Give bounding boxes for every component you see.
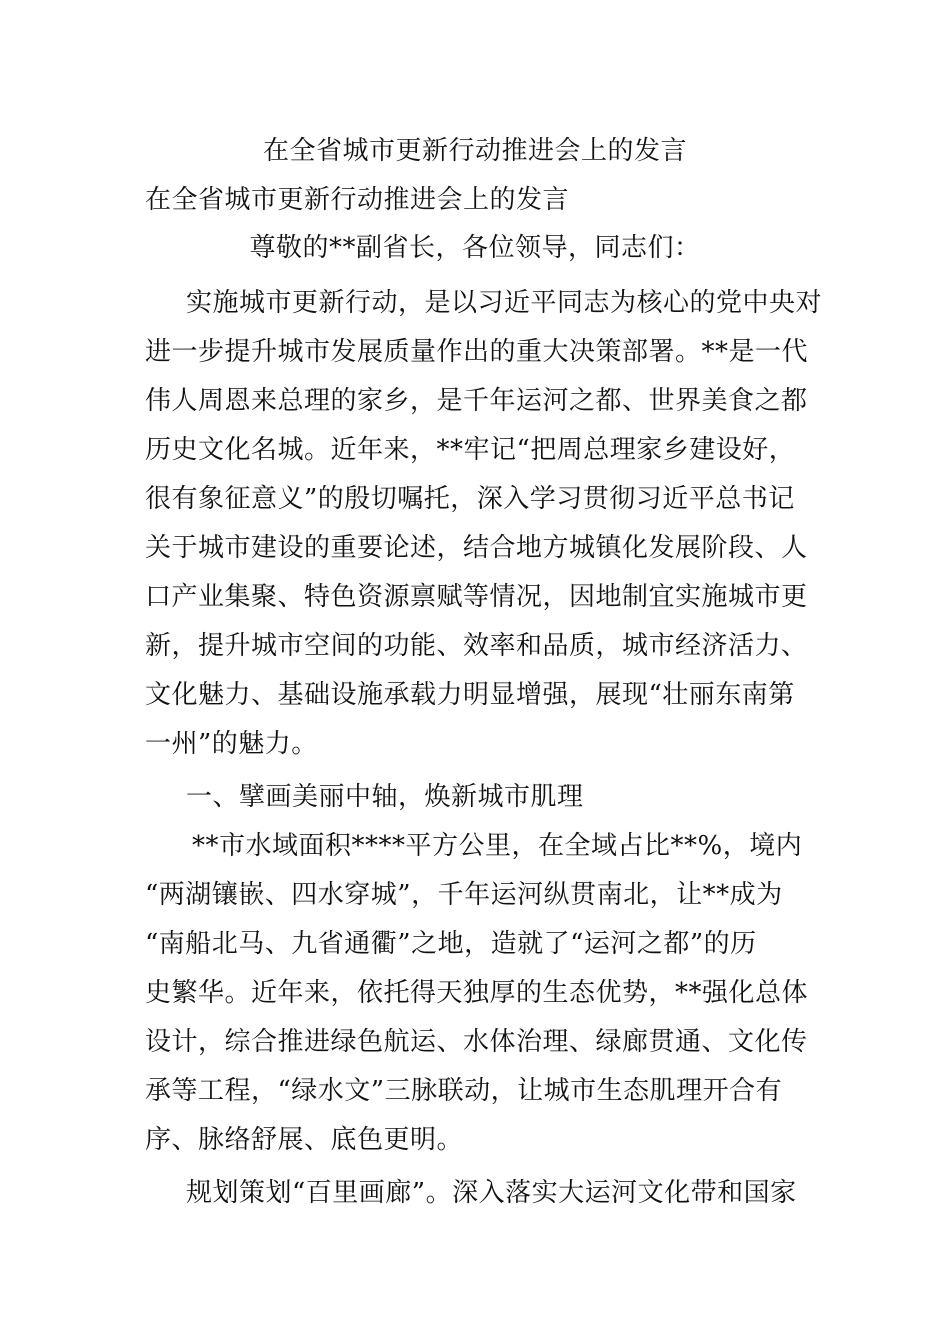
body-line: 关于城市建设的重要论述，结合地方城镇化发展阶段、人 [145,533,808,563]
body-line: 实施城市更新行动，是以习近平同志为核心的党中央对 [186,288,823,318]
document-subtitle: 在全省城市更新行动推进会上的发言 [145,185,570,215]
body-line: **市水域面积****平方公里，在全域占比**%，境内 [192,831,803,861]
body-line: 口产业集聚、特色资源禀赋等情况，因地制宜实施城市更 [145,582,808,612]
body-line: 设计，综合推进绿色航运、水体治理、绿廊贯通、文化传 [145,1027,808,1057]
body-line: 序、脉络舒展、底色更明。 [145,1125,464,1155]
body-line: 文化魅力、基础设施承载力明显增强，展现“壮丽东南第 [145,680,795,710]
body-line: “两湖镶嵌、四水穿城”，千年运河纵贯南北，让**成为 [145,880,783,910]
document-title: 在全省城市更新行动推进会上的发言 [262,136,687,166]
body-line: “南船北马、九省通衢”之地，造就了“运河之都”的历 [145,929,757,959]
salutation: 尊敬的**副省长，各位领导，同志们： [249,233,701,263]
body-line: 一州”的魅力。 [145,729,318,759]
body-line: 承等工程，“绿水文”三脉联动，让城市生态肌理开合有 [145,1076,783,1106]
body-line: 规划策划“百里画廊”。深入落实大运河文化带和国家 [186,1178,797,1208]
body-line: 史繁华。近年来，依托得天独厚的生态优势，**强化总体 [145,978,809,1008]
body-line: 新，提升城市空间的功能、效率和品质，城市经济活力、 [145,631,808,661]
body-line: 进一步提升城市发展质量作出的重大决策部署。**是一代 [145,337,809,367]
body-line: 很有象征意义”的殷切嘱托，深入学习贯彻习近平总书记 [145,484,795,514]
body-line: 伟人周恩来总理的家乡，是千年运河之都、世界美食之都 [145,386,808,416]
section-heading: 一、擘画美丽中轴，焕新城市肌理 [186,782,584,812]
body-line: 历史文化名城。近年来，**牢记“把周总理家乡建设好， [145,435,796,465]
